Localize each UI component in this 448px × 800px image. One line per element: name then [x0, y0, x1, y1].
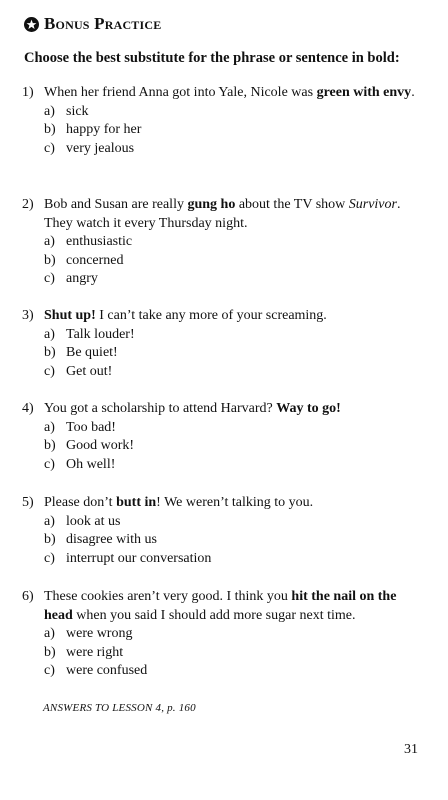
option-b — [44, 531, 426, 550]
question-3 — [22, 307, 426, 381]
option-a — [44, 625, 426, 644]
option-text: concerned — [66, 252, 124, 268]
option-b — [44, 644, 426, 663]
option-letter: b) — [44, 438, 56, 453]
option-letter: c) — [44, 456, 55, 472]
question-text-part: You got a scholarship to attend Harvard? — [44, 401, 277, 416]
option-b — [44, 121, 426, 140]
question-bold-phrase: gung ho — [187, 197, 236, 212]
option-letter: a) — [44, 326, 55, 342]
question-bold-phrase: butt in — [116, 495, 157, 510]
question-text-part: about the TV show — [235, 197, 349, 212]
options-list — [44, 625, 426, 681]
option-letter: a) — [44, 626, 55, 641]
option-text: very jealous — [66, 140, 135, 156]
option-letter: c) — [44, 271, 55, 286]
option-text: were confused — [66, 663, 148, 678]
option-letter: b) — [44, 252, 56, 268]
option-letter: b) — [44, 644, 56, 660]
options-list — [44, 326, 426, 382]
question-text-part: . — [411, 85, 415, 100]
options-list — [44, 233, 426, 289]
question-text — [44, 494, 426, 513]
question-text — [44, 307, 426, 326]
option-a — [44, 419, 426, 438]
question-bold-phrase: hit the nail on the head — [44, 589, 397, 623]
question-number: 6) — [22, 589, 34, 604]
option-text: look at us — [66, 513, 121, 529]
option-b — [44, 344, 426, 363]
option-b — [44, 437, 426, 456]
question-number: 4) — [22, 401, 34, 416]
option-letter: b) — [44, 345, 56, 360]
question-number: 2) — [22, 197, 34, 212]
question-number: 3) — [22, 308, 34, 323]
option-text: disagree with us — [66, 532, 157, 547]
question-text — [44, 400, 426, 419]
option-a — [44, 326, 426, 345]
question-1 — [22, 84, 426, 158]
question-text-part: Bob and Susan are really — [44, 197, 188, 212]
question-bold-phrase: Way to go! — [276, 401, 341, 416]
option-text: interrupt our conversation — [66, 550, 212, 566]
question-text-part: . They watch it every Thursday night. — [44, 197, 401, 231]
page-number: 31 — [404, 742, 418, 757]
options-list — [44, 103, 426, 159]
option-text: Be quiet! — [66, 345, 118, 360]
option-text: Oh well! — [66, 456, 116, 472]
option-text: were right — [66, 644, 124, 660]
option-text: angry — [66, 271, 98, 286]
option-a — [44, 103, 426, 122]
star-icon — [24, 17, 39, 32]
option-letter: c) — [44, 363, 55, 379]
question-text-part: These cookies aren’t very good. I think you — [44, 589, 292, 604]
question-text — [44, 84, 426, 103]
option-letter: b) — [44, 122, 56, 137]
answers-reference: ANSWERS TO LESSON 4, p. 160 — [43, 702, 196, 714]
option-text: were wrong — [66, 626, 133, 641]
question-5 — [22, 494, 426, 568]
option-c — [44, 270, 426, 289]
option-c — [44, 140, 426, 159]
option-letter: c) — [44, 663, 55, 678]
instruction-text: Choose the best substitute for the phrase or sentence in bold: — [24, 50, 400, 66]
option-c — [44, 363, 426, 382]
option-a — [44, 233, 426, 252]
option-text: Too bad! — [66, 419, 116, 435]
question-number: 5) — [22, 495, 34, 510]
option-text: Get out! — [66, 363, 113, 379]
option-letter: a) — [44, 103, 55, 119]
option-letter: a) — [44, 419, 55, 435]
option-c — [44, 662, 426, 681]
option-letter: c) — [44, 140, 55, 156]
option-text: enthusiastic — [66, 234, 133, 249]
option-letter: b) — [44, 532, 56, 547]
question-text-part: ! We weren’t talking to you. — [156, 495, 314, 510]
option-text: sick — [66, 103, 89, 119]
show-title: Survivor — [348, 197, 397, 212]
option-letter: c) — [44, 550, 55, 566]
question-text-part: When her friend Anna got into Yale, Nicole was — [44, 85, 317, 100]
option-a — [44, 513, 426, 532]
option-letter: a) — [44, 513, 55, 529]
question-number: 1) — [22, 85, 34, 100]
option-text: Good work! — [66, 438, 135, 453]
question-text — [44, 196, 426, 233]
options-list — [44, 513, 426, 569]
option-c — [44, 550, 426, 569]
option-c — [44, 456, 426, 475]
question-bold-phrase: green with envy — [316, 85, 412, 100]
section-header — [24, 14, 161, 34]
question-text — [44, 588, 426, 625]
question-4 — [22, 400, 426, 474]
option-b — [44, 252, 426, 271]
question-2 — [22, 196, 426, 289]
question-text-part: I can’t take any more of your screaming. — [95, 308, 327, 323]
question-text-part: Please don’t — [44, 495, 117, 510]
question-bold-phrase: Shut up! — [44, 308, 96, 323]
section-title: Bonus Practice — [44, 14, 162, 33]
option-text: happy for her — [66, 122, 142, 137]
option-text: Talk louder! — [66, 326, 135, 342]
options-list — [44, 419, 426, 475]
question-text-part: when you said I should add more sugar next time. — [72, 607, 356, 623]
option-letter: a) — [44, 234, 55, 249]
question-6 — [22, 588, 426, 681]
